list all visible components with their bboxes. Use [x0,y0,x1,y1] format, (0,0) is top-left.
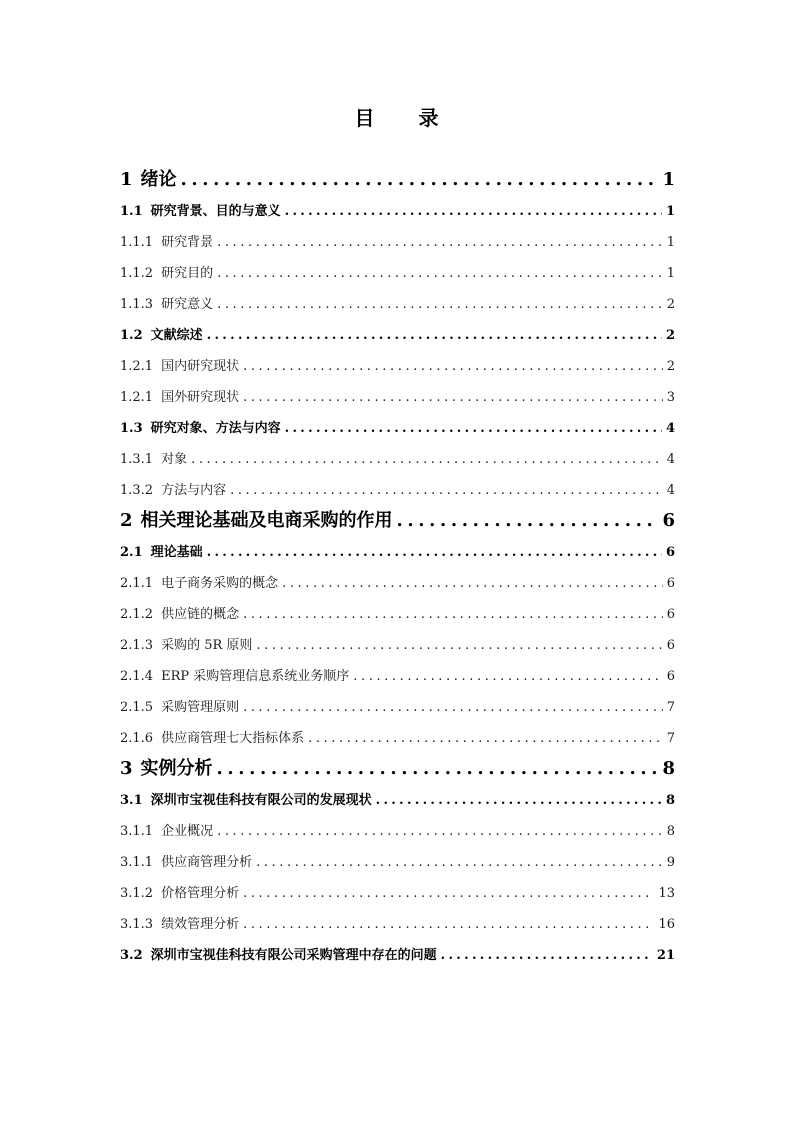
toc-entry-number: 2.1.4 [120,669,154,684]
toc-entry-title: 国内研究现状 [161,359,240,374]
toc-entry[interactable] [120,537,675,568]
toc-entry-title: 研究背景 [161,235,214,250]
toc-entry[interactable] [120,754,675,785]
toc-entry-number: 3.2 [120,948,143,963]
toc-dot-leader [230,475,663,506]
toc-dot-leader [285,413,662,444]
toc-entry-page-number: 2 [666,359,675,374]
toc-entry-title: 对象 [161,452,188,467]
toc-entry-page-number: 8 [666,824,675,839]
toc-dot-leader [441,940,653,971]
toc-entry-number: 2 [120,510,133,531]
toc-entry-number: 1.3.2 [120,483,154,498]
toc-entry-number: 2.1.5 [120,700,154,715]
toc-entry-title: 研究目的 [161,266,214,281]
toc-dot-leader [243,382,663,413]
toc-entry[interactable] [120,940,675,971]
toc-entry-number: 3.1.1 [120,824,154,839]
toc-list [120,165,675,971]
toc-dot-leader [256,847,663,878]
toc-entry-page-number: 1 [662,169,675,190]
toc-dot-leader [217,227,663,258]
toc-entry-page-number: 4 [666,483,675,498]
toc-entry-page-number: 8 [662,758,675,779]
toc-dot-leader [207,537,662,568]
toc-dot-leader [243,909,654,940]
toc-entry[interactable] [120,258,675,289]
toc-entry-number: 2.1.1 [120,576,154,591]
toc-entry-page-number: 1 [666,266,675,281]
toc-entry[interactable] [120,475,675,506]
toc-entry-number: 2.1.6 [120,731,154,746]
toc-entry-number: 1.2 [120,328,143,343]
toc-entry-title: 研究对象、方法与内容 [150,421,281,436]
toc-entry[interactable] [120,599,675,630]
toc-entry-page-number: 1 [665,204,675,219]
toc-title-part2: 录 [418,106,439,130]
toc-dot-leader [282,568,663,599]
toc-entry-title: 价格管理分析 [161,886,240,901]
toc-entry-number: 3.1.1 [120,855,154,870]
toc-entry[interactable] [120,878,675,909]
toc-dot-leader [376,785,662,816]
toc-entry[interactable] [120,785,675,816]
toc-entry[interactable] [120,723,675,754]
toc-entry-page-number: 4 [665,421,675,436]
toc-entry-number: 1.2.1 [120,390,154,405]
toc-dot-leader [217,816,663,847]
toc-entry[interactable] [120,320,675,351]
toc-entry-number: 1.1 [120,204,143,219]
toc-entry[interactable] [120,692,675,723]
toc-entry[interactable] [120,661,675,692]
toc-entry-title: 深圳市宝视佳科技有限公司的发展现状 [150,793,372,808]
toc-dot-leader [191,444,663,475]
toc-entry-title: 供应链的概念 [161,607,240,622]
toc-dot-leader [243,599,663,630]
toc-entry[interactable] [120,847,675,878]
toc-entry-title: ERP 采购管理信息系统业务顺序 [161,669,350,684]
toc-entry-title: 文献综述 [150,328,203,343]
toc-entry-page-number: 13 [658,886,675,901]
toc-entry-page-number: 1 [666,235,675,250]
toc-entry-number: 1.2.1 [120,359,154,374]
toc-title-part1: 目 [354,106,375,130]
toc-dot-leader [217,258,663,289]
toc-entry-title: 相关理论基础及电商采购的作用 [140,510,393,531]
toc-dot-leader [285,196,662,227]
toc-entry-title: 研究意义 [161,297,214,312]
toc-entry-number: 1 [120,169,133,190]
toc-dot-leader [181,169,659,190]
toc-title [0,102,793,131]
toc-entry-page-number: 6 [666,669,675,684]
toc-dot-leader [353,661,662,692]
toc-dot-leader [243,692,663,723]
toc-entry-page-number: 16 [658,917,675,932]
toc-entry-number: 1.3.1 [120,452,154,467]
toc-entry-number: 1.1.1 [120,235,154,250]
toc-dot-leader [243,351,663,382]
toc-entry[interactable] [120,413,675,444]
toc-entry-number: 1.1.3 [120,297,154,312]
toc-entry-number: 2.1 [120,545,143,560]
toc-entry-page-number: 21 [656,948,675,963]
toc-entry[interactable] [120,351,675,382]
toc-entry[interactable] [120,630,675,661]
toc-entry[interactable] [120,506,675,537]
toc-entry[interactable] [120,568,675,599]
toc-entry[interactable] [120,196,675,227]
toc-entry-page-number: 7 [666,700,675,715]
toc-entry-page-number: 8 [665,793,675,808]
toc-dot-leader [243,878,654,909]
toc-entry-page-number: 7 [666,731,675,746]
toc-entry-title: 企业概况 [161,824,214,839]
toc-entry[interactable] [120,382,675,413]
toc-dot-leader [217,758,659,779]
toc-dot-leader [256,630,662,661]
toc-entry-number: 3 [120,758,133,779]
toc-entry-page-number: 6 [666,638,675,653]
toc-entry-page-number: 3 [666,390,675,405]
toc-entry[interactable] [120,165,675,196]
toc-entry-title: 研究背景、目的与意义 [150,204,281,219]
toc-dot-leader [397,510,659,531]
toc-entry[interactable] [120,816,675,847]
toc-entry-title: 供应商管理七大指标体系 [161,731,305,746]
toc-entry[interactable] [120,444,675,475]
toc-entry-page-number: 2 [666,297,675,312]
toc-entry-number: 2.1.3 [120,638,154,653]
toc-dot-leader [217,289,663,320]
toc-entry-title: 供应商管理分析 [161,855,253,870]
toc-entry-title: 绪论 [140,169,177,190]
toc-entry-title: 国外研究现状 [161,390,240,405]
toc-entry-number: 1.1.2 [120,266,154,281]
toc-dot-leader [308,723,663,754]
toc-entry-page-number: 6 [665,545,675,560]
toc-entry-number: 3.1 [120,793,143,808]
toc-entry[interactable] [120,909,675,940]
toc-entry-title: 方法与内容 [161,483,227,498]
toc-entry-number: 3.1.2 [120,886,154,901]
toc-entry-title: 深圳市宝视佳科技有限公司采购管理中存在的问题 [150,948,437,963]
toc-entry[interactable] [120,227,675,258]
toc-entry-page-number: 2 [665,328,675,343]
toc-entry-title: 理论基础 [150,545,203,560]
toc-entry-title: 采购管理原则 [161,700,240,715]
toc-entry-title: 绩效管理分析 [161,917,240,932]
toc-entry-page-number: 6 [666,576,675,591]
toc-entry-number: 3.1.3 [120,917,154,932]
toc-entry-title: 采购的 5R 原则 [161,638,253,653]
toc-entry-page-number: 6 [662,510,675,531]
toc-entry[interactable] [120,289,675,320]
toc-entry-number: 1.3 [120,421,143,436]
toc-entry-page-number: 6 [666,607,675,622]
toc-entry-page-number: 9 [666,855,675,870]
toc-entry-page-number: 4 [666,452,675,467]
toc-entry-title: 电子商务采购的概念 [161,576,279,591]
toc-entry-title: 实例分析 [140,758,213,779]
toc-dot-leader [207,320,662,351]
toc-entry-number: 2.1.2 [120,607,154,622]
